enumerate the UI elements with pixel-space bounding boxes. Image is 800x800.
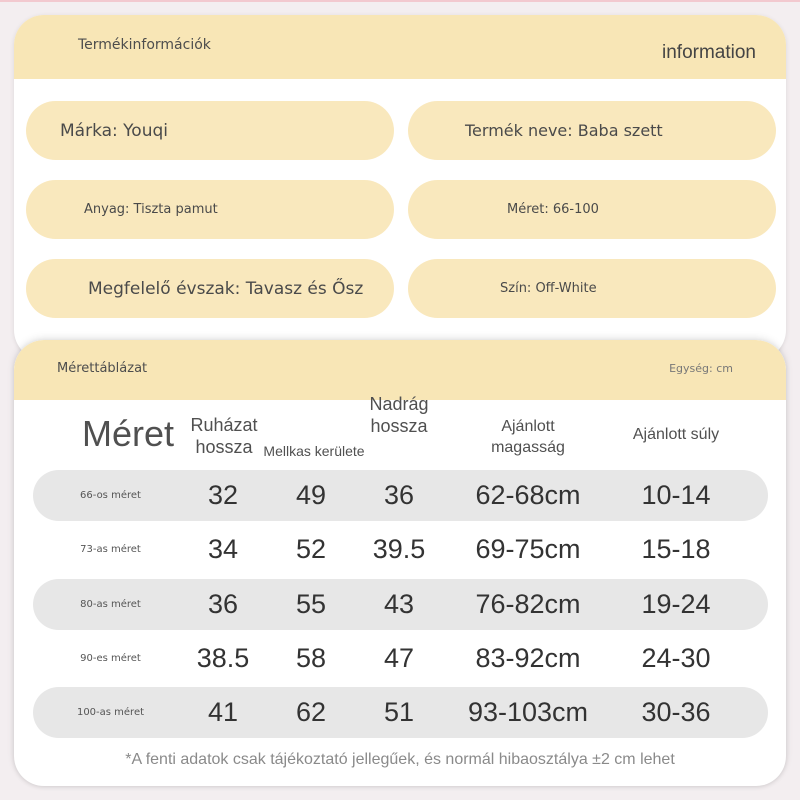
color-pill xyxy=(408,259,776,318)
header-weight: Ajánlott súly xyxy=(632,426,720,443)
header-chest: Mellkas kerülete xyxy=(263,443,365,459)
size-range-text: Méret: 66-100 xyxy=(507,202,599,217)
product-info-card xyxy=(14,15,786,360)
row-height: 83-92cm xyxy=(475,643,581,673)
header-height-line1: Ajánlott xyxy=(501,418,555,435)
row-pants: 47 xyxy=(383,643,415,673)
row-height: 69-75cm xyxy=(475,534,581,564)
row-chest: 49 xyxy=(295,480,327,510)
table-row xyxy=(33,579,768,630)
material-pill xyxy=(26,180,394,239)
row-weight: 30-36 xyxy=(641,697,711,727)
row-size-label: 73-as méret xyxy=(80,544,141,555)
row-length: 36 xyxy=(207,589,239,619)
material-text: Anyag: Tiszta pamut xyxy=(84,202,218,217)
row-pants: 51 xyxy=(383,697,415,727)
season-pill xyxy=(26,259,394,318)
row-length: 41 xyxy=(207,697,239,727)
row-height: 93-103cm xyxy=(467,697,589,727)
size-chart-title: Mérettáblázat xyxy=(57,361,148,376)
row-chest: 52 xyxy=(295,534,327,564)
row-pants: 39.5 xyxy=(372,534,426,564)
row-weight: 19-24 xyxy=(641,589,711,619)
size-chart-card xyxy=(14,340,786,786)
header-clothing-length-line2: hossza xyxy=(195,437,253,457)
row-height: 62-68cm xyxy=(475,480,581,510)
row-size-label: 80-as méret xyxy=(80,599,141,610)
row-size-label: 90-es méret xyxy=(80,653,141,664)
row-height: 76-82cm xyxy=(475,589,581,619)
brand-text: Márka: Youqi xyxy=(60,120,168,141)
row-chest: 62 xyxy=(295,697,327,727)
row-size-label: 100-as méret xyxy=(76,707,145,718)
header-pants-length-line2: hossza xyxy=(370,416,428,436)
header-size: Méret xyxy=(82,413,175,454)
size-chart-header xyxy=(14,340,786,400)
size-range-pill xyxy=(408,180,776,239)
row-weight: 15-18 xyxy=(641,534,711,564)
table-row xyxy=(33,633,768,684)
header-pants-length-line1: Nadrág xyxy=(369,394,429,414)
color-text: Szín: Off-White xyxy=(500,281,597,296)
header-height xyxy=(473,416,583,458)
table-row xyxy=(33,470,768,521)
season-text: Megfelelő évszak: Tavasz és Ősz xyxy=(88,278,364,299)
row-size-label: 66-os méret xyxy=(80,490,141,501)
disclaimer-note: *A fenti adatok csak tájékoztató jellegűek, és normál hibaosztálya ±2 cm lehet xyxy=(125,751,675,768)
row-pants: 43 xyxy=(383,589,415,619)
row-chest: 55 xyxy=(295,589,327,619)
row-weight: 24-30 xyxy=(641,643,711,673)
row-weight: 10-14 xyxy=(641,480,711,510)
product-info-title: Termékinformációk xyxy=(78,37,211,53)
table-row xyxy=(33,524,768,575)
header-height-line2: magasság xyxy=(491,439,565,456)
row-chest: 58 xyxy=(295,643,327,673)
table-row xyxy=(33,687,768,738)
header-clothing-length-line1: Ruházat xyxy=(190,415,258,435)
product-name-pill xyxy=(408,101,776,160)
row-length: 32 xyxy=(207,480,239,510)
row-length: 34 xyxy=(207,534,239,564)
product-info-header xyxy=(14,15,786,79)
row-length: 38.5 xyxy=(196,643,250,673)
row-pants: 36 xyxy=(383,480,415,510)
product-name-text: Termék neve: Baba szett xyxy=(465,121,663,140)
top-edge-line xyxy=(0,0,800,2)
brand-pill xyxy=(26,101,394,160)
size-chart-unit: Egység: cm xyxy=(669,362,733,375)
product-info-subtitle: information xyxy=(662,42,756,63)
header-pants-length xyxy=(354,393,444,437)
